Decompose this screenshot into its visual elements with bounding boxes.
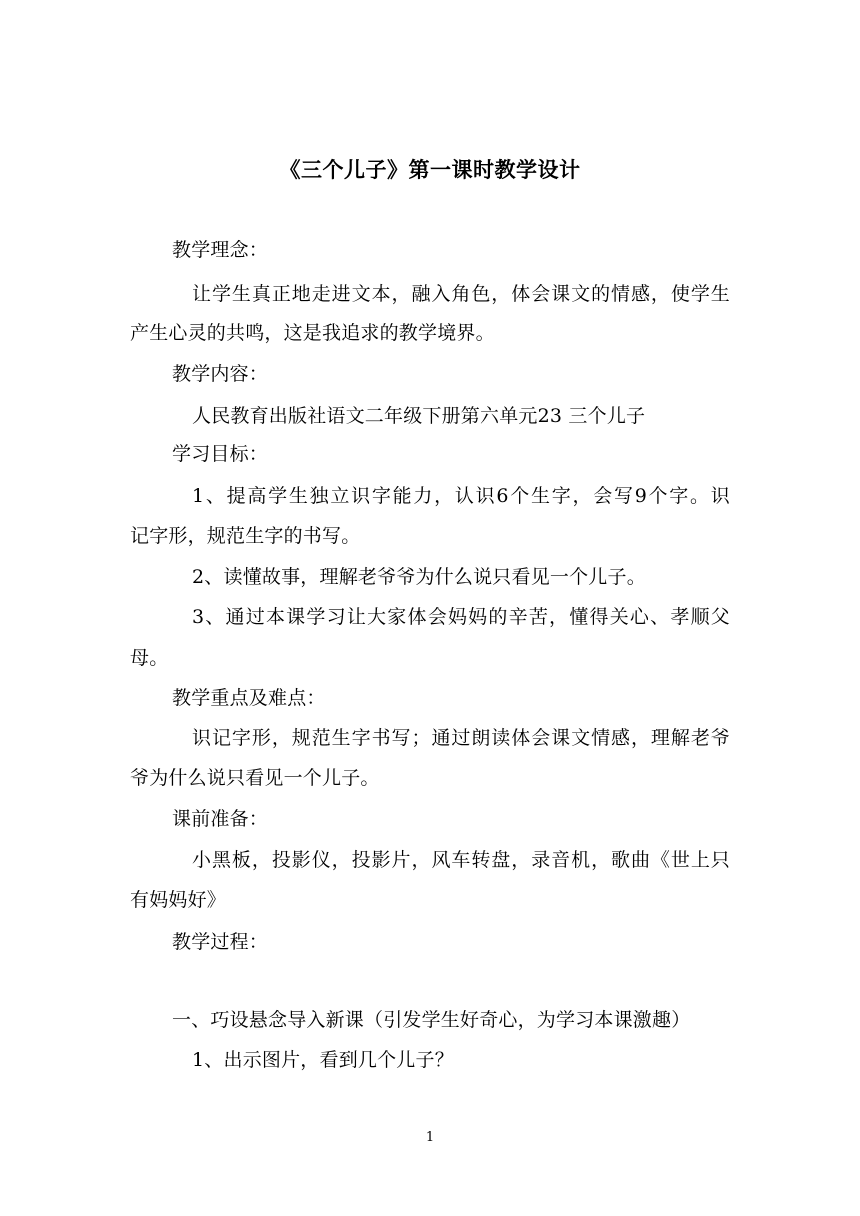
heading-key-points: 教学重点及难点： bbox=[172, 687, 326, 709]
heading-preparation: 课前准备： bbox=[172, 808, 269, 830]
paragraph-line: 有妈妈好》 bbox=[130, 889, 227, 911]
goal-3-line: 3、通过本课学习让大家体会妈妈的辛苦，懂得关心、孝顺父 bbox=[192, 606, 730, 628]
heading-teaching-concept: 教学理念： bbox=[172, 239, 269, 261]
paragraph-line: 产生心灵的共鸣，这是我追求的教学境界。 bbox=[130, 322, 495, 344]
paragraph-line: 识记字形，规范生字书写；通过朗读体会课文情感，理解老爷 bbox=[192, 727, 730, 749]
heading-teaching-content: 教学内容： bbox=[172, 363, 269, 385]
page-number: 1 bbox=[425, 1130, 435, 1145]
step-1-heading: 一、巧设悬念导入新课（引发学生好奇心，为学习本课激趣） bbox=[172, 1009, 691, 1031]
paragraph-line: 小黑板，投影仪，投影片，风车转盘，录音机，歌曲《世上只 bbox=[192, 849, 730, 871]
goal-3-line: 母。 bbox=[130, 647, 169, 669]
paragraph-line: 爷为什么说只看见一个儿子。 bbox=[130, 767, 380, 789]
paragraph-line: 人民教育出版社语文二年级下册第六单元23 三个儿子 bbox=[192, 405, 646, 427]
goal-2-line: 2、读懂故事，理解老爷爷为什么说只看见一个儿子。 bbox=[192, 566, 646, 588]
document-title: 《三个儿子》第一课时教学设计 bbox=[279, 157, 581, 182]
step-1-item-1: 1、出示图片，看到几个儿子？ bbox=[192, 1049, 454, 1071]
paragraph-line: 让学生真正地走进文本，融入角色，体会课文的情感，使学生 bbox=[192, 283, 730, 305]
heading-learning-goals: 学习目标： bbox=[172, 443, 269, 465]
goal-1-line: 记字形，规范生字的书写。 bbox=[130, 525, 361, 547]
heading-teaching-process: 教学过程： bbox=[172, 931, 269, 953]
goal-1-line: 1、提高学生独立识字能力，认识6个生字，会写9个字。识 bbox=[192, 485, 730, 507]
